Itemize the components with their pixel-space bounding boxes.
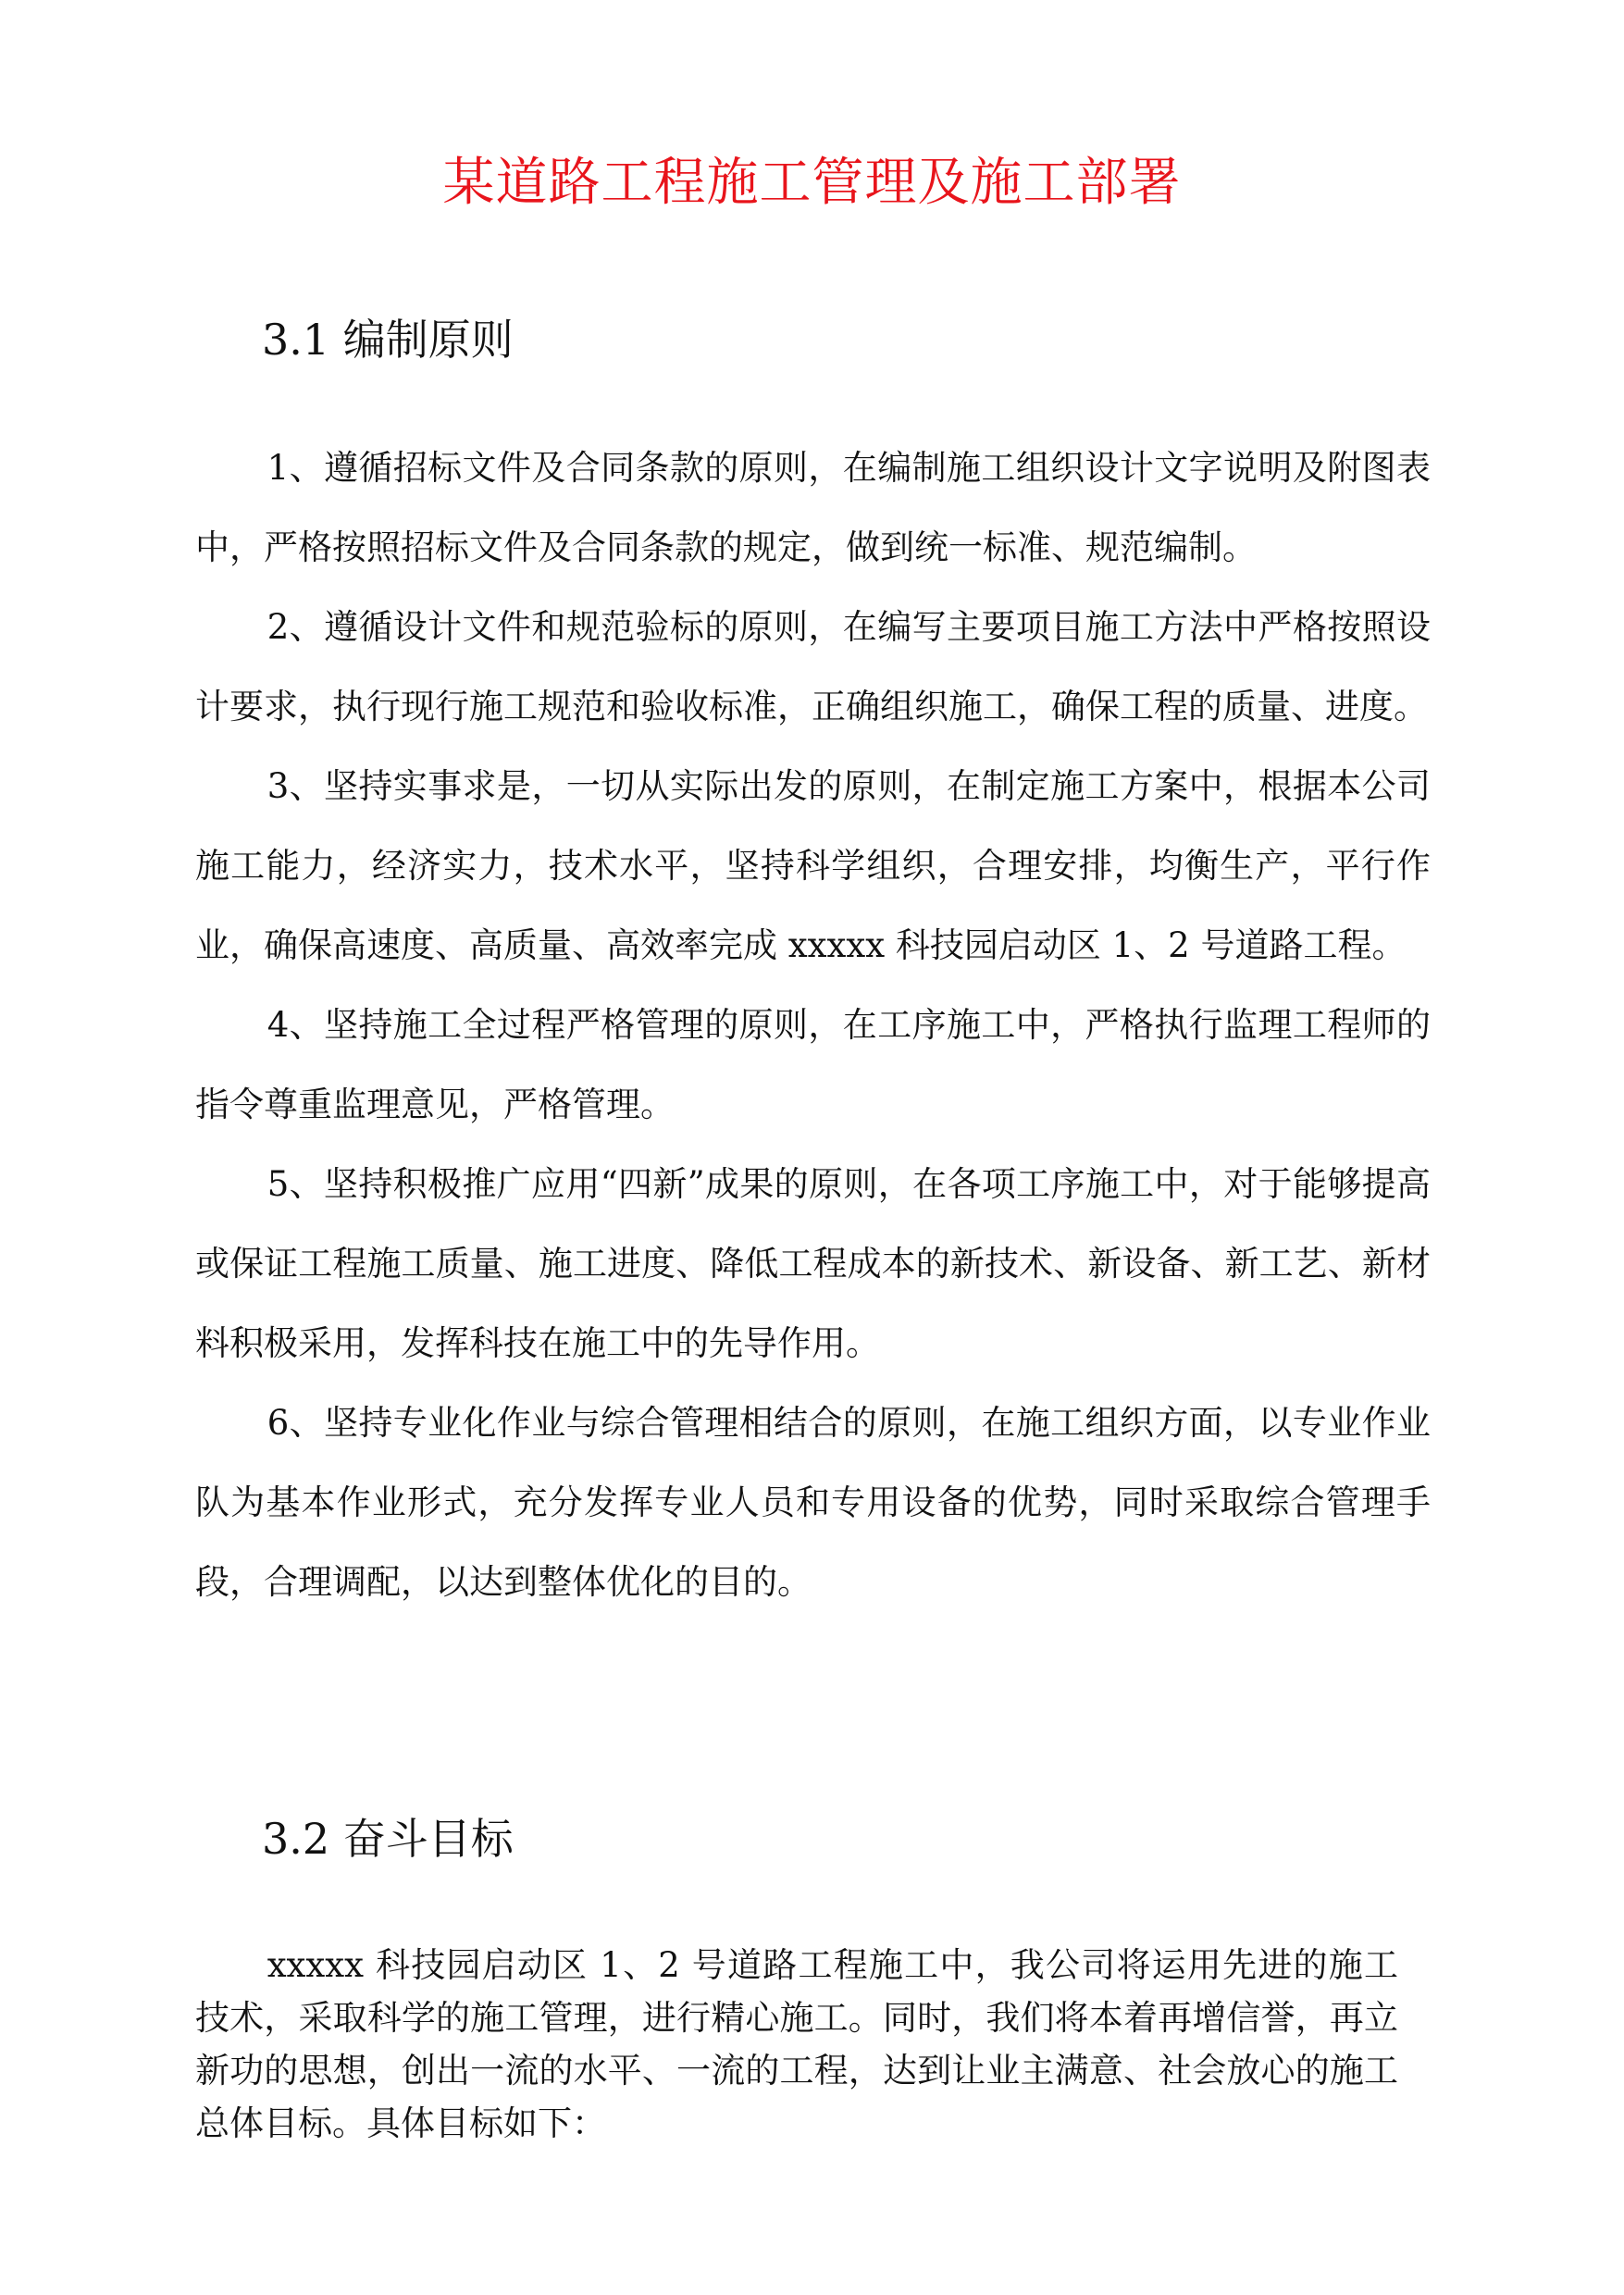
section-heading-compilation-principles: 3.1 编制原则 [262, 315, 514, 365]
paragraph: 4、坚持施工全过程严格管理的原则，在工序施工中，严格执行监理工程师的指令尊重监理意见，严格管理。 [195, 1005, 1431, 1124]
section-heading-goals: 3.2 奋斗目标 [262, 1814, 514, 1864]
section-body-goals [195, 1939, 1398, 2150]
document-title: 某道路工程施工管理及施工部署 [442, 153, 1182, 213]
paragraph: 2、遵循设计文件和规范验标的原则，在编写主要项目施工方法中严格按照设计要求，执行现行施工规范和验收标准，正确组织施工，确保工程的质量、进度。 [195, 607, 1431, 726]
paragraph: 6、坚持专业化作业与综合管理相结合的原则，在施工组织方面，以专业作业队为基本作业形式，充分发挥专业人员和专用设备的优势，同时采取综合管理手段，合理调配，以达到整体优化的目的。 [195, 1403, 1431, 1602]
paragraph: 1、遵循招标文件及合同条款的原则，在编制施工组织设计文字说明及附图表中，严格按照招标文件及合同条款的规定，做到统一标准、规范编制。 [195, 448, 1431, 567]
paragraph: 3、坚持实事求是，一切从实际出发的原则，在制定施工方案中，根据本公司施工能力，经济实力，技术水平，坚持科学组织，合理安排，均衡生产，平行作业，确保高速度、高质量、高效率完成 xxxxx 科技园启动区 1、2 号道路工程。 [195, 766, 1431, 965]
section-body-compilation-principles [195, 428, 1431, 1622]
paragraph: xxxxx 科技园启动区 1、2 号道路工程施工中，我公司将运用先进的施工技术，采取科学的施工管理，进行精心施工。同时，我们将本着再增信誉，再立新功的思想，创出一流的水平、一流的工程，达到让业主满意、社会放心的施工总体目标。具体目标如下： [195, 1945, 1398, 2143]
paragraph: 5、坚持积极推广应用“四新”成果的原则，在各项工序施工中，对于能够提高或保证工程施工质量、施工进度、降低工程成本的新技术、新设备、新工艺、新材料积极采用，发挥科技在施工中的先导作用。 [195, 1164, 1431, 1363]
